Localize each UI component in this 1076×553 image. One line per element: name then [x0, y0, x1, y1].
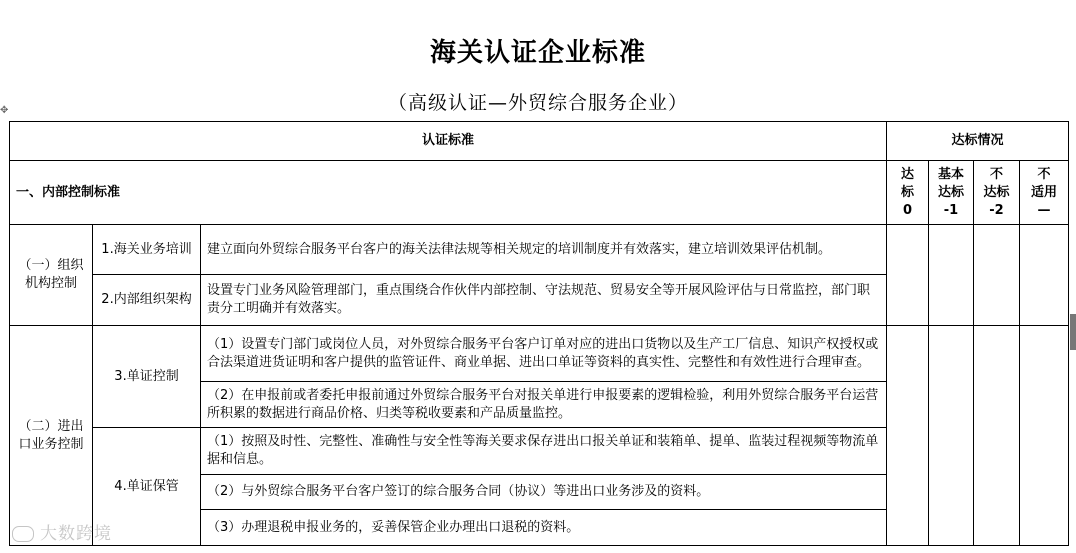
- requirement-text: （1）按照及时性、完整性、准确性与安全性等海关要求保存进出口报关单证和装箱单、提单、监装过程视频等物流单据和信息。: [201, 428, 887, 475]
- score-header-meets: 达 标 0: [887, 161, 929, 225]
- document-subtitle: （高级认证—外贸综合服务企业）: [387, 92, 688, 114]
- item-label: 1.海关业务培训: [93, 225, 201, 275]
- table-move-handle-icon[interactable]: ✥: [0, 105, 9, 116]
- requirement-text: （3）办理退税申报业务的，妥善保管企业办理出口退税的资料。: [201, 510, 887, 546]
- group-label: （二）进出口业务控制: [10, 326, 93, 546]
- item-label: 2.内部组织架构: [93, 275, 201, 326]
- score-cell[interactable]: [887, 326, 929, 546]
- header-status: 达标情况: [887, 122, 1069, 161]
- requirement-text: （2）在申报前或者委托申报前通过外贸综合服务平台对报关单进行申报要素的逻辑检验，利用外贸综合服务平台运营所积累的数据进行商品价格、归类等税收要素和产品质量监控。: [201, 382, 887, 428]
- watermark-text: 大数跨境: [40, 524, 112, 544]
- score-cell[interactable]: [887, 225, 929, 326]
- requirement-text: （2）与外贸综合服务平台客户签订的综合服务合同（协议）等进出口业务涉及的资料。: [201, 475, 887, 510]
- requirement-text: 建立面向外贸综合服务平台客户的海关法律法规等相关规定的培训制度并有效落实，建立培训效果评估机制。: [201, 225, 887, 275]
- table-row: [10, 225, 1069, 275]
- watermark: [12, 519, 112, 544]
- score-header-not-applicable: 不 适用 —: [1020, 161, 1069, 225]
- section-title: 一、内部控制标准: [10, 161, 887, 225]
- group-label: （一）组织机构控制: [10, 225, 93, 326]
- score-cell[interactable]: [974, 326, 1020, 546]
- document-title: 海关认证企业标准: [429, 38, 646, 68]
- certification-standard-table: [9, 121, 1069, 546]
- table-row: [10, 326, 1069, 382]
- watermark-logo-icon: [12, 526, 34, 542]
- score-cell[interactable]: [929, 225, 974, 326]
- score-header-basically-meets: 基本 达标 -1: [929, 161, 974, 225]
- table-header-row: [10, 122, 1069, 161]
- scrollbar-thumb[interactable]: [1070, 314, 1076, 350]
- item-label: 3.单证控制: [93, 326, 201, 428]
- header-standard: 认证标准: [10, 122, 887, 161]
- item-label: 4.单证保管: [93, 428, 201, 546]
- score-header-not-meets: 不 达标 -2: [974, 161, 1020, 225]
- score-cell[interactable]: [1020, 225, 1069, 326]
- score-cell[interactable]: [1020, 326, 1069, 546]
- score-cell[interactable]: [929, 326, 974, 546]
- score-cell[interactable]: [974, 225, 1020, 326]
- section-row: [10, 161, 1069, 225]
- requirement-text: 设置专门业务风险管理部门，重点围绕合作伙伴内部控制、守法规范、贸易安全等开展风险评估与日常监控，部门职责分工明确并有效落实。: [201, 275, 887, 326]
- requirement-text: （1）设置专门部门或岗位人员，对外贸综合服务平台客户订单对应的进出口货物以及生产工厂信息、知识产权授权或合法渠道进货证明和客户提供的监管证件、商业单据、进出口单证等资料的真实性、完整性和有效性进行合理审查。: [201, 326, 887, 382]
